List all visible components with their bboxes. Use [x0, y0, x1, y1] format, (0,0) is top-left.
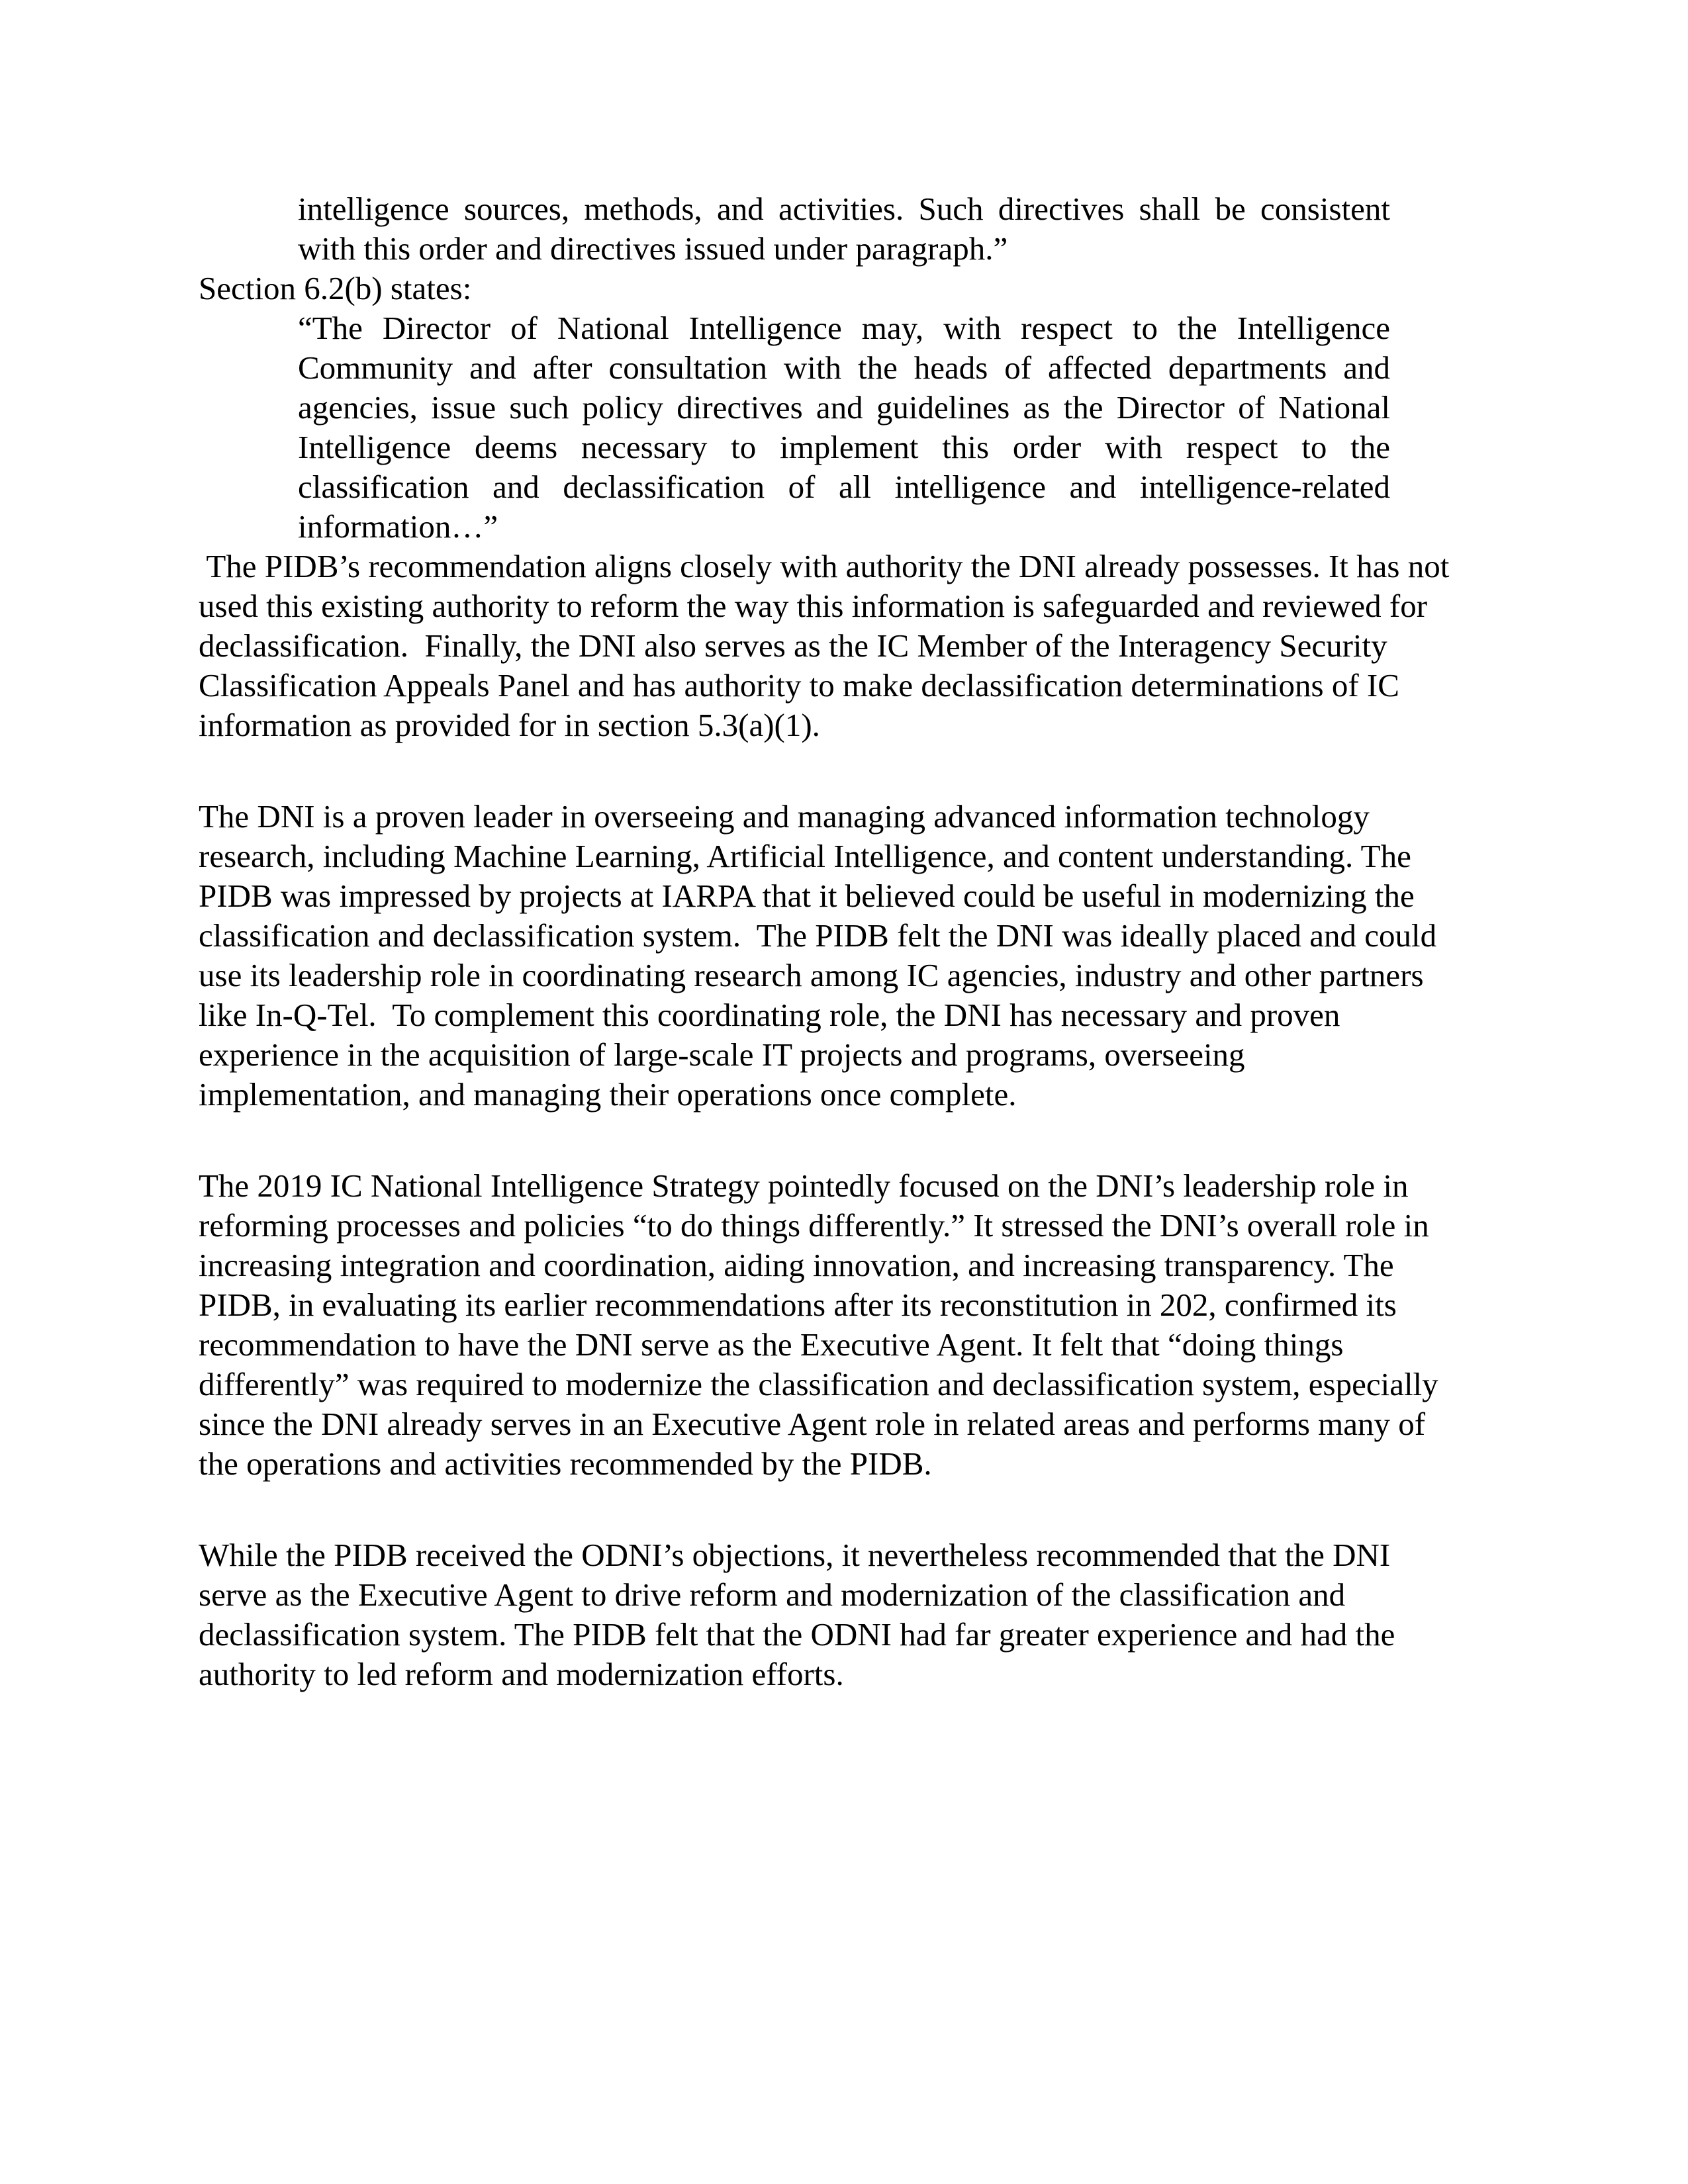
text-line: the operations and activities recommended by the PIDB. — [199, 1445, 932, 1482]
text-line: PIDB, in evaluating its earlier recommendations after its reconstitution in 202, confirmed its — [199, 1287, 1397, 1323]
text-line: The DNI is a proven leader in overseeing and managing advanced information technology — [199, 798, 1370, 835]
text-line: implementation, and managing their operations once complete. — [199, 1076, 1017, 1113]
section-quote-block — [298, 308, 1390, 547]
text-line: research, including Machine Learning, Artificial Intelligence, and content understanding. The — [199, 838, 1411, 874]
text-line: experience in the acquisition of large-scale IT projects and programs, overseeing — [199, 1036, 1245, 1073]
paragraph-pidb-recommendation — [199, 547, 1489, 745]
text-line: authority to led reform and modernization efforts. — [199, 1656, 844, 1692]
text-line: used this existing authority to reform the way this information is safeguarded and reviewed for — [199, 588, 1428, 624]
text-line: Classification Appeals Panel and has authority to make declassification determinations of IC — [199, 667, 1399, 704]
text-line: with this order and directives issued under paragraph.” — [298, 230, 1008, 267]
text-line: use its leadership role in coordinating research among IC agencies, industry and other partners — [199, 957, 1424, 993]
paragraph-pidb-conclusion — [199, 1535, 1489, 1694]
text-line: classification and declassification system. The PIDB felt the DNI was ideally placed and could — [199, 917, 1437, 954]
text-line: information as provided for in section 5.3(a)(1). — [199, 707, 820, 743]
text-line: declassification system. The PIDB felt that the ODNI had far greater experience and had the — [199, 1616, 1395, 1653]
text-line: classification and declassification of all intelligence and intelligence-related — [298, 469, 1390, 505]
text-line: reforming processes and policies “to do things differently.” It stressed the DNI’s overall role in — [199, 1207, 1429, 1244]
paragraph-2019-strategy — [199, 1166, 1489, 1484]
text-line: The 2019 IC National Intelligence Strategy pointedly focused on the DNI’s leadership role in — [199, 1167, 1409, 1204]
text-line: Section 6.2(b) states: — [199, 270, 472, 306]
text-line: agencies, issue such policy directives and guidelines as the Director of National — [298, 389, 1390, 426]
text-line: While the PIDB received the ODNI’s objections, it nevertheless recommended that the DNI — [199, 1537, 1391, 1573]
text-line: Intelligence deems necessary to implement this order with respect to the — [298, 429, 1390, 465]
text-line: The PIDB’s recommendation aligns closely with authority the DNI already possesses. It has not — [199, 548, 1450, 584]
text-line: recommendation to have the DNI serve as the Executive Agent. It felt that “doing things — [199, 1326, 1344, 1363]
document-content — [199, 189, 1489, 1694]
text-line: serve as the Executive Agent to drive reform and modernization of the classification and — [199, 1576, 1346, 1613]
paragraph-dni-proven-leader — [199, 797, 1489, 1115]
text-line: like In-Q-Tel. To complement this coordinating role, the DNI has necessary and proven — [199, 997, 1340, 1033]
text-line: increasing integration and coordination, aiding innovation, and increasing transparency. The — [199, 1247, 1394, 1283]
quote-continuation-block — [298, 189, 1390, 269]
text-line: PIDB was impressed by projects at IARPA that it believed could be useful in modernizing the — [199, 878, 1415, 914]
section-reference-line — [199, 269, 1489, 308]
text-line: differently” was required to modernize the classification and declassification system, especially — [199, 1366, 1438, 1402]
text-line: information…” — [298, 508, 498, 545]
text-line: Community and after consultation with the heads of affected departments and — [298, 349, 1390, 386]
text-line: declassification. Finally, the DNI also serves as the IC Member of the Interagency Security — [199, 627, 1387, 664]
text-line: intelligence sources, methods, and activities. Such directives shall be consistent — [298, 191, 1390, 227]
text-line: “The Director of National Intelligence may, with respect to the Intelligence — [298, 310, 1390, 346]
text-line: since the DNI already serves in an Executive Agent role in related areas and performs many of — [199, 1406, 1426, 1442]
